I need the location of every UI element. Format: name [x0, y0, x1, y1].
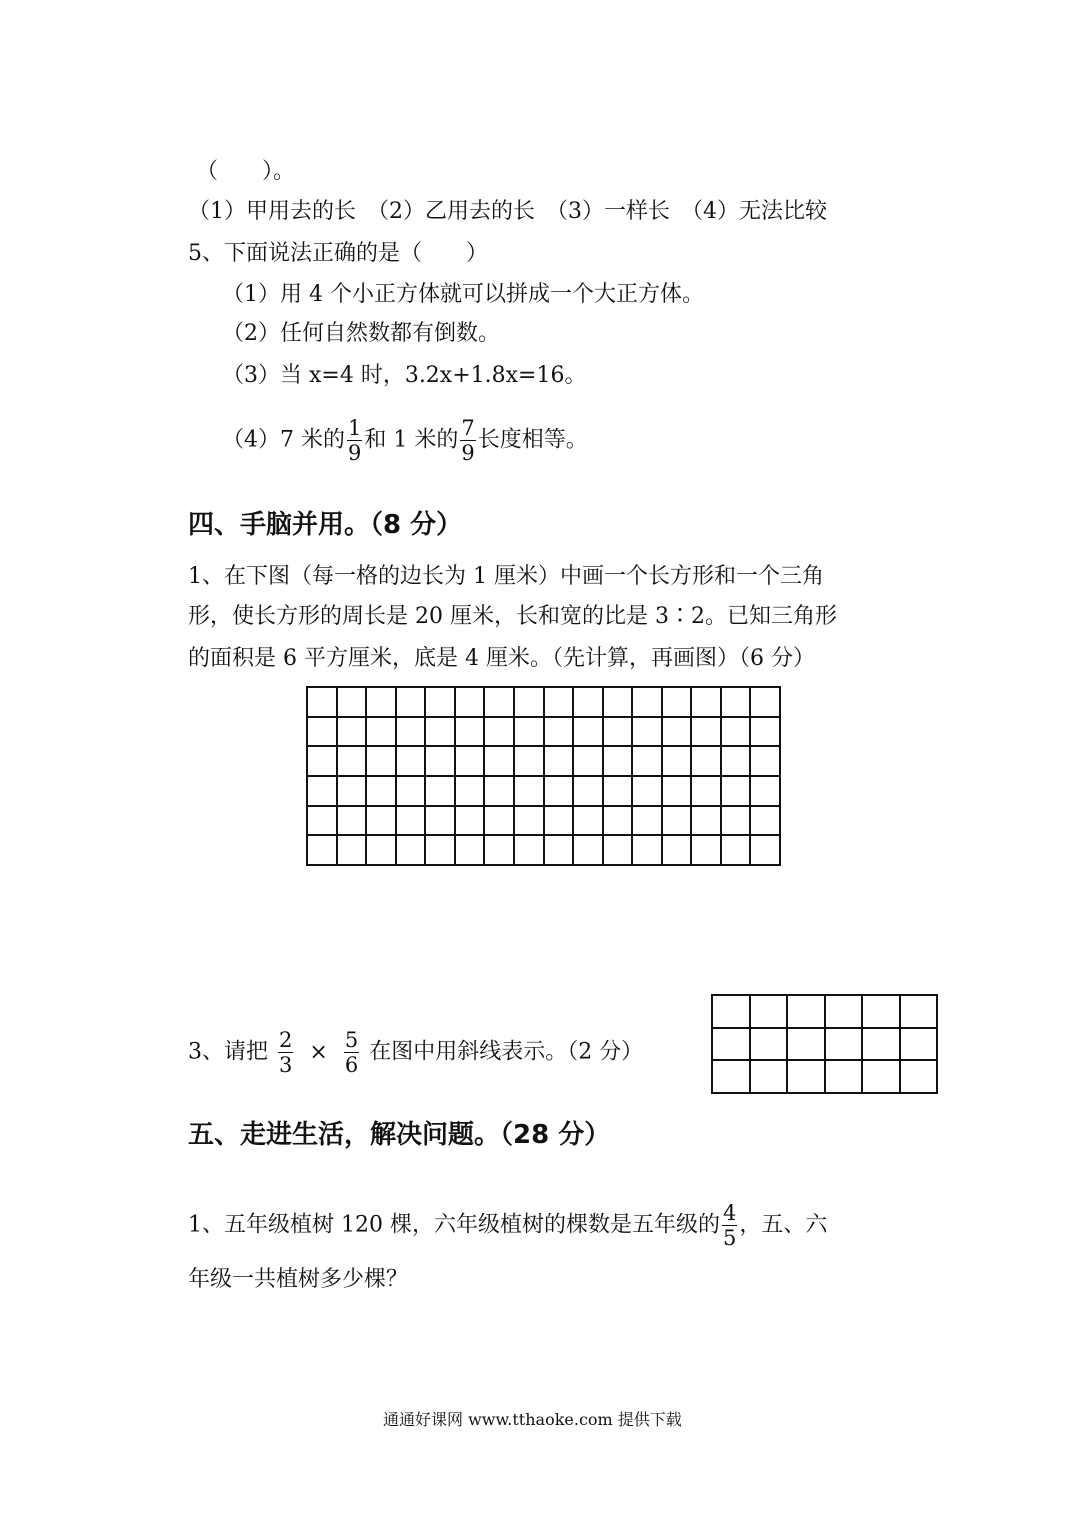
grid-cell[interactable] [633, 688, 663, 718]
grid-cell[interactable] [604, 718, 634, 748]
grid-cell[interactable] [722, 688, 752, 718]
fraction-4-5 [722, 1201, 737, 1250]
grid-cell[interactable] [901, 1061, 939, 1094]
q5-stem: 5、下面说法正确的是（ ） [188, 241, 488, 266]
grid-cell[interactable] [397, 688, 427, 718]
grid-cell[interactable] [515, 747, 545, 777]
shading-grid-6x3[interactable] [711, 994, 938, 1094]
grid-cell[interactable] [722, 777, 752, 807]
grid-cell[interactable] [515, 688, 545, 718]
grid-cell[interactable] [722, 747, 752, 777]
grid-cell[interactable] [397, 747, 427, 777]
q4-options: （1）甲用去的长 （2）乙用去的长 （3）一样长 （4）无法比较 [188, 199, 827, 224]
q4-blank: （ ）。 [196, 159, 296, 184]
s4-q1-line-1: 1、在下图（每一格的边长为 1 厘米）中画一个长方形和一个三角 [188, 564, 824, 589]
grid-cell[interactable] [367, 807, 397, 837]
grid-cell[interactable] [485, 718, 515, 748]
s5-q1-line-2: 年级一共植树多少棵？ [188, 1267, 409, 1292]
fraction-denominator: 3 [279, 1053, 293, 1077]
grid-cell[interactable] [485, 777, 515, 807]
grid-cell[interactable] [397, 777, 427, 807]
grid-cell[interactable] [751, 718, 781, 748]
fraction-1-9 [347, 416, 362, 465]
times-sign: × [309, 1039, 328, 1065]
grid-cell[interactable] [751, 807, 781, 837]
s5-q1-line-1 [188, 1201, 827, 1250]
grid-cell[interactable] [545, 688, 575, 718]
grid-cell[interactable] [397, 836, 427, 866]
grid-cell[interactable] [633, 747, 663, 777]
s4-q3-text-b: 在图中用斜线表示。（2 分） [369, 1039, 644, 1065]
grid-cell[interactable] [788, 1061, 826, 1094]
grid-cell[interactable] [692, 807, 722, 837]
grid-cell[interactable] [308, 718, 338, 748]
grid-cell[interactable] [338, 836, 368, 866]
q5-option-4-text-a: （4）7 米的 [222, 427, 345, 453]
grid-cell[interactable] [692, 836, 722, 866]
grid-cell[interactable] [456, 777, 486, 807]
grid-cell[interactable] [633, 836, 663, 866]
grid-cell[interactable] [485, 688, 515, 718]
drawing-grid-16x6[interactable] [306, 686, 781, 866]
grid-cell[interactable] [485, 747, 515, 777]
fraction-numerator: 4 [722, 1201, 737, 1225]
grid-cell[interactable] [367, 836, 397, 866]
grid-cell[interactable] [397, 807, 427, 837]
q5-option-3: （3）当 x=4 时，3.2x+1.8x=16。 [222, 363, 587, 388]
grid-cell[interactable] [515, 777, 545, 807]
q5-option-4-text-c: 长度相等。 [477, 427, 588, 453]
grid-cell[interactable] [751, 996, 789, 1029]
grid-cell[interactable] [515, 718, 545, 748]
grid-cell[interactable] [722, 807, 752, 837]
grid-cell[interactable] [863, 996, 901, 1029]
s4-q1-line-2: 形，使长方形的周长是 20 厘米，长和宽的比是 3∶2。已知三角形 [188, 604, 837, 629]
grid-cell[interactable] [456, 688, 486, 718]
grid-cell[interactable] [426, 807, 456, 837]
grid-cell[interactable] [545, 718, 575, 748]
grid-cell[interactable] [426, 688, 456, 718]
grid-cell[interactable] [308, 836, 338, 866]
grid-cell[interactable] [308, 747, 338, 777]
grid-cell[interactable] [426, 836, 456, 866]
grid-cell[interactable] [545, 836, 575, 866]
grid-cell[interactable] [692, 777, 722, 807]
grid-cell[interactable] [751, 777, 781, 807]
grid-cell[interactable] [426, 718, 456, 748]
fraction-numerator: 1 [348, 416, 362, 440]
grid-cell[interactable] [545, 807, 575, 837]
grid-cell[interactable] [604, 688, 634, 718]
grid-cell[interactable] [456, 718, 486, 748]
grid-cell[interactable] [485, 807, 515, 837]
grid-cell[interactable] [574, 747, 604, 777]
grid-cell[interactable] [604, 777, 634, 807]
grid-cell[interactable] [901, 1029, 939, 1062]
grid-cell[interactable] [367, 777, 397, 807]
grid-cell[interactable] [338, 688, 368, 718]
grid-cell[interactable] [574, 688, 604, 718]
fraction-denominator: 6 [344, 1053, 359, 1077]
grid-cell[interactable] [863, 1061, 901, 1094]
grid-cell[interactable] [663, 718, 693, 748]
grid-cell[interactable] [338, 777, 368, 807]
fraction-denominator: 5 [722, 1226, 737, 1250]
s4-q3-text-a: 3、请把 [188, 1039, 268, 1065]
fraction-numerator: 5 [344, 1028, 359, 1052]
grid-cell[interactable] [338, 747, 368, 777]
grid-cell[interactable] [604, 836, 634, 866]
grid-cell[interactable] [692, 747, 722, 777]
grid-cell[interactable] [308, 807, 338, 837]
grid-cell[interactable] [901, 996, 939, 1029]
grid-cell[interactable] [545, 777, 575, 807]
section-5-title: 五、走进生活，解决问题。（28 分） [188, 1120, 611, 1150]
fraction-numerator: 2 [279, 1028, 293, 1052]
grid-cell[interactable] [308, 688, 338, 718]
grid-cell[interactable] [308, 777, 338, 807]
grid-cell[interactable] [367, 718, 397, 748]
grid-cell[interactable] [751, 1061, 789, 1094]
grid-cell[interactable] [663, 688, 693, 718]
grid-cell[interactable] [338, 718, 368, 748]
q5-option-1: （1）用 4 个小正方体就可以拼成一个大正方体。 [222, 282, 704, 307]
grid-cell[interactable] [456, 807, 486, 837]
fraction-denominator: 9 [348, 441, 362, 465]
grid-cell[interactable] [713, 1029, 751, 1062]
grid-cell[interactable] [722, 836, 752, 866]
grid-cell[interactable] [722, 718, 752, 748]
fraction-denominator: 9 [461, 441, 475, 465]
grid-cell[interactable] [826, 1029, 864, 1062]
grid-cell[interactable] [663, 807, 693, 837]
s5-q1-text-a: 1、五年级植树 120 棵，六年级植树的棵数是五年级的 [188, 1212, 720, 1238]
grid-cell[interactable] [574, 777, 604, 807]
section-4-title: 四、手脑并用。（8 分） [188, 510, 463, 540]
grid-cell[interactable] [751, 836, 781, 866]
grid-cell[interactable] [338, 807, 368, 837]
grid-cell[interactable] [863, 1029, 901, 1062]
grid-cell[interactable] [751, 747, 781, 777]
grid-cell[interactable] [633, 718, 663, 748]
grid-cell[interactable] [633, 807, 663, 837]
s5-q1-text-b: ，五、六 [739, 1212, 828, 1238]
fraction-5-6 [344, 1028, 359, 1077]
grid-cell[interactable] [713, 996, 751, 1029]
fraction-2-3 [278, 1028, 293, 1077]
grid-cell[interactable] [663, 747, 693, 777]
grid-cell[interactable] [788, 996, 826, 1029]
footer-source: 通通好课网 www.tthaoke.com 提供下载 [383, 1410, 682, 1429]
fraction-numerator: 7 [461, 416, 475, 440]
grid-cell[interactable] [604, 747, 634, 777]
grid-cell[interactable] [367, 747, 397, 777]
grid-cell[interactable] [633, 777, 663, 807]
grid-cell[interactable] [788, 1029, 826, 1062]
grid-cell[interactable] [692, 718, 722, 748]
grid-cell[interactable] [367, 688, 397, 718]
grid-cell[interactable] [574, 718, 604, 748]
grid-cell[interactable] [545, 747, 575, 777]
grid-cell[interactable] [426, 777, 456, 807]
grid-cell[interactable] [751, 688, 781, 718]
grid-cell[interactable] [456, 836, 486, 866]
grid-cell[interactable] [692, 688, 722, 718]
grid-cell[interactable] [515, 836, 545, 866]
grid-cell[interactable] [713, 1061, 751, 1094]
s4-q1-line-3: 的面积是 6 平方厘米，底是 4 厘米。（先计算，再画图）（6 分） [188, 646, 815, 671]
q5-option-2: （2）任何自然数都有倒数。 [222, 321, 500, 346]
fraction-7-9 [460, 416, 475, 465]
grid-cell[interactable] [663, 777, 693, 807]
grid-cell[interactable] [574, 807, 604, 837]
grid-cell[interactable] [604, 807, 634, 837]
q5-option-4-text-b: 和 1 米的 [364, 427, 459, 453]
grid-cell[interactable] [751, 1029, 789, 1062]
grid-cell[interactable] [456, 747, 486, 777]
grid-cell[interactable] [397, 718, 427, 748]
grid-cell[interactable] [826, 996, 864, 1029]
grid-cell[interactable] [826, 1061, 864, 1094]
grid-cell[interactable] [515, 807, 545, 837]
grid-cell[interactable] [574, 836, 604, 866]
grid-cell[interactable] [485, 836, 515, 866]
grid-cell[interactable] [426, 747, 456, 777]
s4-q3 [188, 1028, 643, 1077]
grid-cell[interactable] [663, 836, 693, 866]
q5-option-4 [222, 416, 588, 465]
